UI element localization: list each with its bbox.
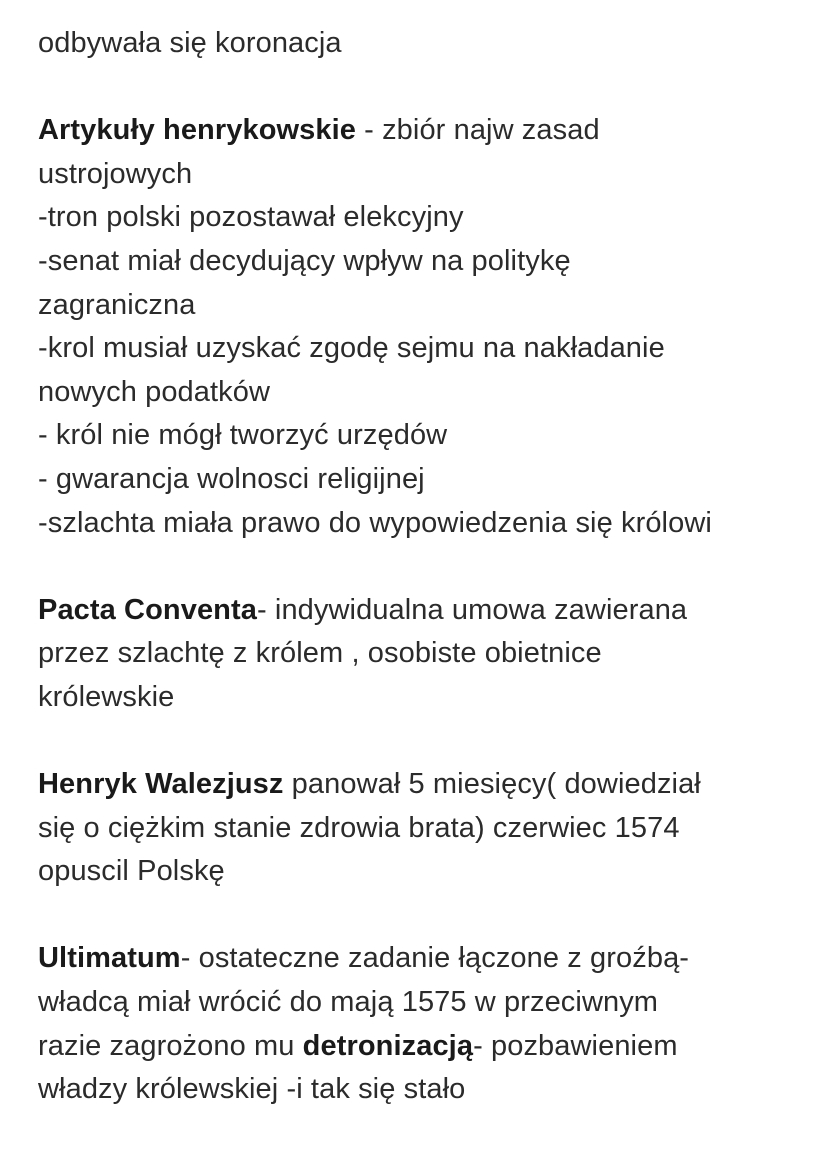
- artykuly-line-7: nowych podatków: [38, 375, 271, 408]
- artykuly-line-6: -krol musiał uzyskać zgodę sejmu na nakładanie: [38, 332, 665, 365]
- pacta-line-3: królewskie: [38, 680, 175, 713]
- henryk-line-2: się o ciężkim stanie zdrowia brata) czerwiec 1574: [38, 811, 680, 844]
- ultimatum-definition: - ostateczne zadanie łączone z groźbą-: [180, 942, 690, 975]
- ultimatum-line-3: [38, 1025, 818, 1069]
- henryk-line-3: opuscil Polskę: [38, 855, 225, 888]
- henryk-line-1: [38, 763, 818, 807]
- intro-line: odbywała się koronacja: [38, 27, 342, 59]
- ultimatum-line-1: [38, 937, 818, 981]
- henryk-definition: panował 5 miesięcy( dowiedział: [283, 768, 701, 801]
- term-artykuly-henrykowskie: Artykuły henrykowskie: [38, 114, 357, 147]
- artykuly-line-10: -szlachta miała prawo do wypowiedzenia się królowi: [38, 506, 712, 539]
- ultimatum-line-3-suffix: - pozbawieniem: [473, 1029, 678, 1062]
- artykuly-definition: - zbiór najw zasad: [356, 114, 600, 147]
- artykuly-line-3: -tron polski pozostawał elekcyjny: [38, 201, 464, 234]
- paragraph-intro: [38, 22, 818, 66]
- paragraph-ultimatum: [38, 937, 818, 1111]
- term-henryk-walezjusz: Henryk Walezjusz: [38, 768, 284, 801]
- term-pacta-conventa: Pacta Conventa: [38, 593, 257, 626]
- ultimatum-line-3-prefix: razie zagrożono mu: [38, 1029, 303, 1062]
- pacta-line-2: przez szlachtę z królem , osobiste obietnice: [38, 637, 602, 670]
- paragraph-artykuly-henrykowskie: [38, 109, 818, 545]
- pacta-definition: - indywidualna umowa zawierana: [256, 593, 688, 626]
- artykuly-line-1: [38, 109, 818, 153]
- term-ultimatum: Ultimatum: [38, 942, 181, 975]
- note-page: [38, 22, 818, 1155]
- artykuly-line-8: - król nie mógł tworzyć urzędów: [38, 419, 448, 452]
- pacta-line-1: [38, 589, 818, 633]
- paragraph-henryk-walezjusz: [38, 763, 818, 894]
- paragraph-pacta-conventa: [38, 589, 818, 720]
- artykuly-line-4: -senat miał decydujący wpływ na politykę: [38, 244, 571, 277]
- artykuly-line-5: zagraniczna: [38, 288, 196, 321]
- term-detronizacja: detronizacją: [302, 1029, 474, 1062]
- artykuly-line-2: ustrojowych: [38, 157, 193, 190]
- ultimatum-line-2: władcą miał wrócić do mają 1575 w przeciwnym: [38, 986, 659, 1019]
- artykuly-line-9: - gwarancja wolnosci religijnej: [38, 462, 425, 495]
- ultimatum-line-4: władzy królewskiej -i tak się stało: [38, 1073, 466, 1106]
